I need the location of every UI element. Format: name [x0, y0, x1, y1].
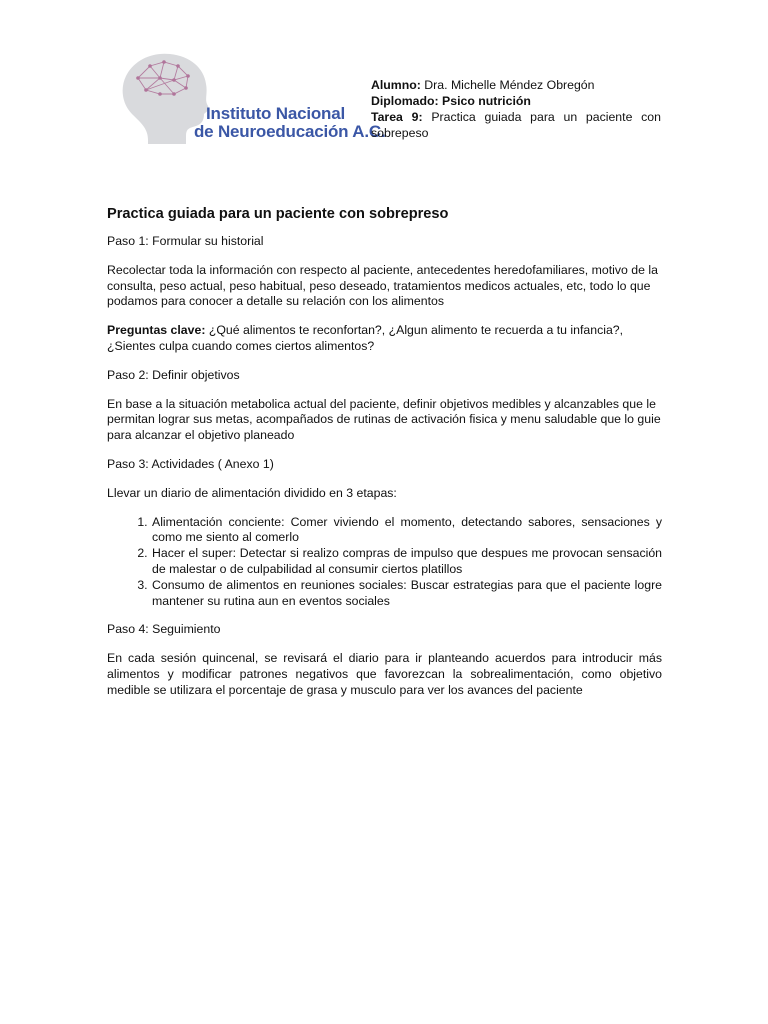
paso4-heading: Paso 4: Seguimiento: [107, 622, 221, 637]
tarea-value: Practica guiada para un paciente con sobrepeso: [371, 110, 661, 140]
tarea-label: Tarea 9:: [371, 110, 423, 124]
institute-logo: [118, 48, 386, 148]
preguntas-label: Preguntas clave:: [107, 323, 206, 338]
etapas-list: [107, 515, 662, 610]
list-item: 1. Alimentación conciente: Comer viviendo el momento, detectando sabores, sensaciones y como me siento al comerlo: [151, 515, 662, 547]
logo-text-line2: de Neuroeducación A.C.: [194, 122, 386, 141]
paso2-heading: Paso 2: Definir objetivos: [107, 367, 240, 382]
paso3-heading: Paso 3: Actividades ( Anexo 1): [107, 456, 274, 471]
logo-text-line1: Instituto Nacional: [206, 104, 346, 123]
paso4-text: En cada sesión quincenal, se revisará el diario para ir planteando acuerdos para introducir más alimentos y modificar patrones negativos que favorezcan la sobrealimentación, como objetivo medible se utilizara el porcentaje de grasa y musculo para ver los avances del paciente: [107, 651, 662, 697]
paso1-text: Recolectar toda la información con respecto al paciente, antecedentes heredofamiliares, motivo de la consulta, peso actual, peso habitual, peso deseado, tratamientos medicos actuales, etc, todo lo que podamos para conocer a detalle su relación con los alimentos: [107, 262, 658, 309]
list-item: 2. Hacer el super: Detectar si realizo compras de impulso que despues me provocan sensación de malestar o de culpabilidad al consumir ciertos platillos: [151, 546, 662, 578]
document-title: Practica guiada para un paciente con sobrepreso: [107, 206, 449, 222]
tarea-line: [371, 109, 661, 141]
paso2-text: En base a la situación metabolica actual del paciente, definir objetivos medibles y alcanzables que le permitan lograr sus metas, acompañados de rutinas de activación fisica y menu saludable que lo guie para alcanzar el objetivo planeado: [107, 396, 661, 443]
diplomado-label: Diplomado:: [371, 94, 439, 108]
paso3-text: Llevar un diario de alimentación dividido en 3 etapas:: [107, 485, 397, 500]
list-item: 3. Consumo de alimentos en reuniones sociales: Buscar estrategias para que el paciente logre mantener su rutina aun en eventos sociales: [151, 578, 662, 610]
document-body: [107, 204, 662, 712]
preguntas-clave: [107, 323, 662, 355]
diplomado-value: Psico nutrición: [438, 94, 531, 108]
preguntas-text: ¿Qué alimentos te reconfortan?, ¿Algun alimento te recuerda a tu infancia?, ¿Sientes culpa cuando comes ciertos alimentos?: [107, 323, 624, 353]
paso1-heading: Paso 1: Formular su historial: [107, 234, 264, 248]
student-info: [371, 77, 661, 141]
alumno-value: Dra. Michelle Méndez Obregón: [420, 78, 595, 92]
alumno-line: [371, 77, 661, 93]
diplomado-line: [371, 93, 661, 109]
alumno-label: Alumno:: [371, 78, 421, 92]
